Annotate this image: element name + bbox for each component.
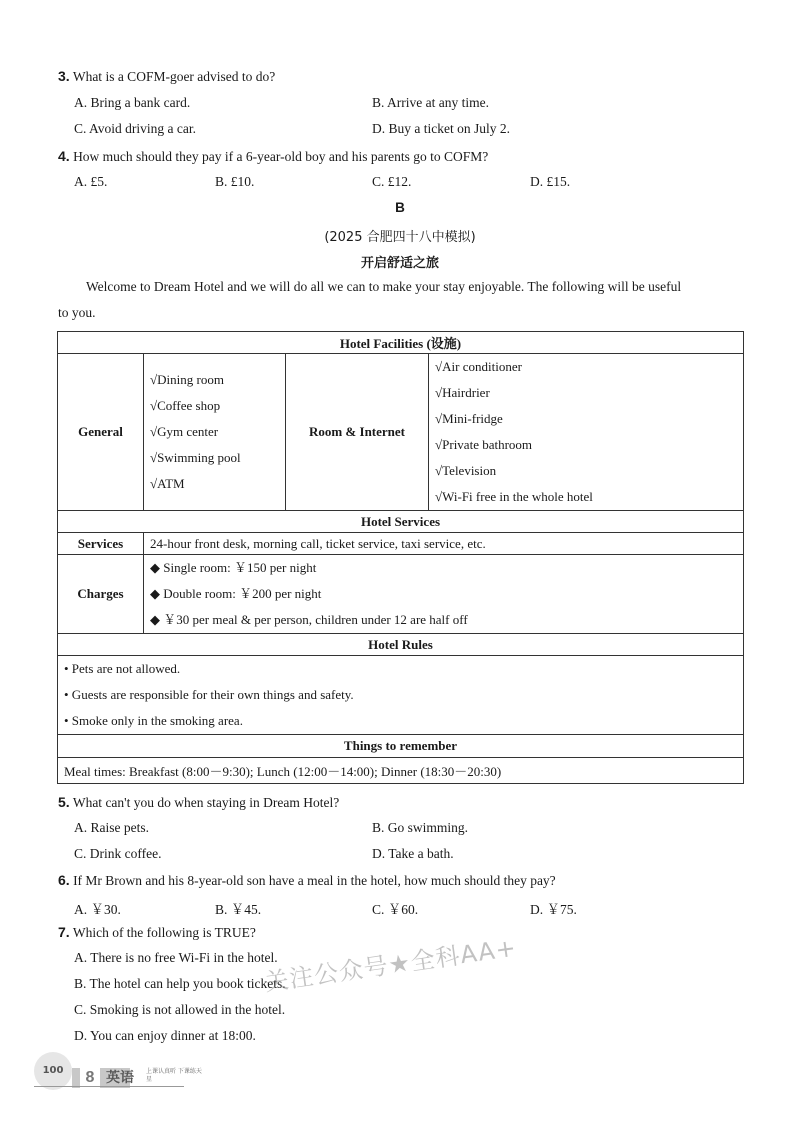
charge-item: ◆ Single room: ￥150 per night (150, 560, 317, 575)
question-text: If Mr Brown and his 8-year-old son have a meal in the hotel, how much should they pay? (73, 873, 556, 888)
general-list (144, 354, 286, 511)
charge-item: ◆ Double room: ￥200 per night (150, 586, 322, 601)
star-badge-icon: 100 (34, 1052, 72, 1090)
q7-option-b: B. The hotel can help you book tickets. (74, 976, 286, 991)
meal-times: Meal times: Breakfast (8:00－9:30); Lunch (12:00－14:00); Dinner (18:30－20:30) (58, 758, 744, 784)
q3-option-a: A. Bring a bank card. (74, 95, 191, 110)
rule-item: • Pets are not allowed. (64, 661, 181, 676)
question-text: What is a COFM-goer advised to do? (72, 69, 276, 84)
general-item: √Dining room (150, 372, 224, 387)
question-text: How much should they pay if a 6-year-old boy and his parents go to COFM? (73, 149, 489, 164)
question-3 (58, 68, 275, 85)
q7-option-c: C. Smoking is not allowed in the hotel. (74, 1002, 286, 1017)
general-label: General (58, 354, 144, 511)
intro-line-2: to you. (58, 305, 96, 320)
room-item: √Air conditioner (435, 359, 522, 374)
intro-line-1: Welcome to Dream Hotel and we will do all we can to make your stay enjoyable. The following will be useful (86, 279, 682, 294)
remember-header: Things to remember (58, 735, 744, 758)
footer-slogan: 上课认真听 下课练天星 (146, 1068, 202, 1083)
rule-item: • Guests are responsible for their own things and safety. (64, 687, 354, 702)
section-letter: B (395, 200, 405, 215)
room-item: √Private bathroom (435, 437, 533, 452)
room-item: √Television (435, 463, 497, 478)
q6-option-a: A. ￥30. (74, 902, 121, 917)
charges-label: Charges (58, 555, 144, 634)
room-list (429, 354, 744, 511)
q5-option-a: A. Raise pets. (74, 820, 149, 835)
general-item: √ATM (150, 476, 185, 491)
q4-option-d: D. £15. (530, 174, 571, 189)
room-internet-label: Room & Internet (286, 354, 429, 511)
rules-list (58, 656, 744, 735)
general-item: √Swimming pool (150, 450, 241, 465)
hotel-info-table (57, 331, 744, 784)
question-text: Which of the following is TRUE? (72, 925, 256, 940)
q6-option-d: D. ￥75. (530, 902, 577, 917)
charges-list (144, 555, 744, 634)
question-5 (58, 794, 339, 811)
section-title: 开启舒适之旅 (360, 256, 439, 271)
facilities-header: Hotel Facilities (设施) (58, 332, 744, 354)
services-header: Hotel Services (58, 511, 744, 533)
q5-option-c: C. Drink coffee. (74, 846, 162, 861)
q4-option-b: B. £10. (215, 174, 255, 189)
q7-option-a: A. There is no free Wi-Fi in the hotel. (74, 950, 278, 965)
question-7 (58, 924, 256, 941)
q6-option-c: C. ￥60. (372, 902, 419, 917)
room-item: √Mini-fridge (435, 411, 503, 426)
services-text: 24-hour front desk, morning call, ticket service, taxi service, etc. (144, 533, 744, 555)
watermark-text: 关注公众号★全科AA+ (262, 933, 519, 997)
section-source: (2025 合肥四十八中模拟) (324, 230, 476, 245)
rule-item: • Smoke only in the smoking area. (64, 713, 243, 728)
question-6 (58, 872, 556, 889)
page-number: 8 (80, 1068, 100, 1088)
q3-option-b: B. Arrive at any time. (372, 95, 489, 110)
footer-divider (34, 1086, 184, 1087)
q7-option-d: D. You can enjoy dinner at 18:00. (74, 1028, 256, 1043)
question-number: 5. (58, 794, 70, 810)
question-number: 7. (58, 924, 70, 940)
question-number: 3. (58, 68, 70, 84)
q3-option-d: D. Buy a ticket on July 2. (372, 121, 510, 136)
q4-option-a: A. £5. (74, 174, 108, 189)
room-item: √Hairdrier (435, 385, 490, 400)
general-item: √Gym center (150, 424, 219, 439)
question-4 (58, 148, 488, 165)
room-item: √Wi-Fi free in the whole hotel (435, 489, 593, 504)
subject-label: 英语 (106, 1070, 134, 1086)
rules-header: Hotel Rules (58, 634, 744, 656)
question-number: 4. (58, 148, 70, 164)
q6-option-b: B. ￥45. (215, 902, 262, 917)
q5-option-d: D. Take a bath. (372, 846, 454, 861)
services-label: Services (58, 533, 144, 555)
q4-option-c: C. £12. (372, 174, 412, 189)
general-item: √Coffee shop (150, 398, 221, 413)
charge-item: ◆ ￥30 per meal & per person, children under 12 are half off (150, 612, 468, 627)
question-text: What can't you do when staying in Dream Hotel? (72, 795, 340, 810)
question-number: 6. (58, 872, 70, 888)
q3-option-c: C. Avoid driving a car. (74, 121, 196, 136)
q5-option-b: B. Go swimming. (372, 820, 469, 835)
